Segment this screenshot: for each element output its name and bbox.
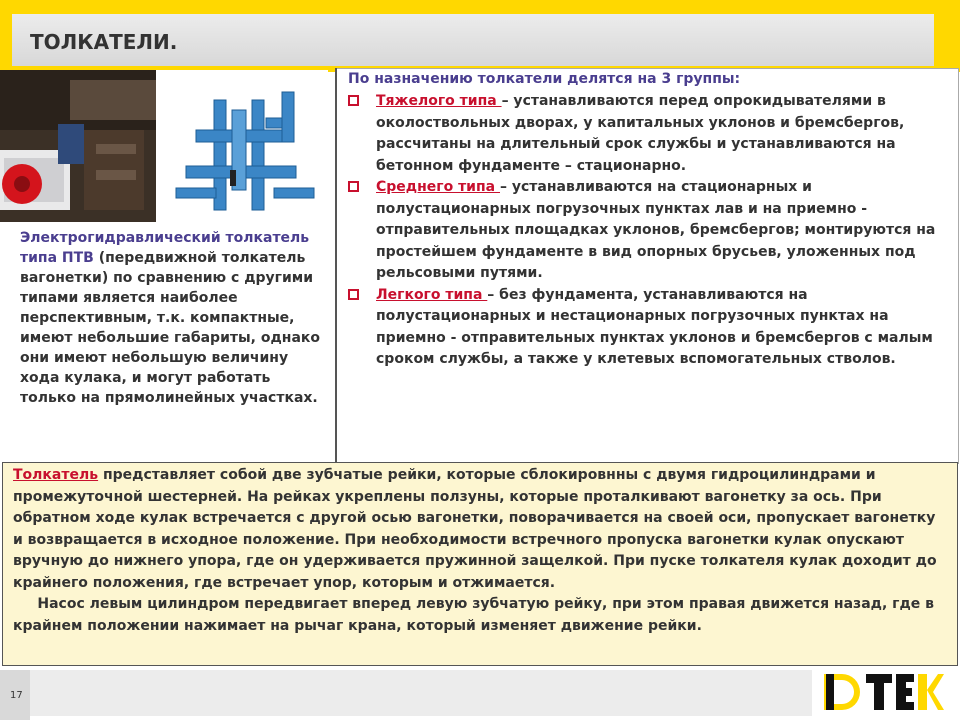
term-medium: Среднего типа	[376, 179, 500, 195]
list-item-medium	[348, 177, 948, 285]
dtek-logo	[820, 670, 944, 714]
term-pusher: Толкатель	[13, 467, 99, 483]
paragraph-1: представляет собой две зубчатые рейки, которые сблокировнны с двумя гидроцилиндрами и промежуточной шестерней. На рейках укреплены ползуны, которые проталкивают вагонетку за ось. При обратном ходе кулак встречается с другой осью вагонетки, поворачивается на своей оси, пропускает вагонетку и возвращается в исходное положение. При необходимости встречного пропуска вагонетки кулак опускают вручную до нижнего упора, где он удерживается пружинной защелкой. При пуске толкателя кулак доходит до крайнего положения, где встречает упор, которым и отжимается.	[13, 467, 937, 591]
text-heavy: – устанавливаются перед опрокидывателями в околоствольных дворах, у капитальных уклонов и бремсбергов, рассчитаны на длительный срок службы и устанавливаются на бетонном фундаменте – стационарно.	[376, 93, 905, 174]
paragraph-2: Насос левым цилиндром передвигает вперед левую зубчатую рейку, при этом правая движется назад, где в крайнем положении нажимает на рычаг крана, который изменяет движение рейки.	[13, 596, 934, 634]
checkbox-bullet-icon	[348, 95, 359, 106]
text-light: – без фундамента, устанавливаются на полустационарных и нестационарных погрузочных пунктах на приемно - отправительных пунктах уклонов и бремсбергов с малым сроком службы, а также у клетевых вспомогательных стволов.	[376, 286, 933, 367]
ptv-lead: Электрогидравлический толкатель типа ПТВ	[20, 230, 310, 266]
checkbox-bullet-icon	[348, 181, 359, 192]
pusher-photo	[0, 70, 156, 222]
pusher-description	[13, 465, 949, 637]
text-medium: – устанавливаются на стационарных и полустационарных погрузочных пунктах лав и на приемно - отправительных площадках уклонов, бремсбергов; монтируются на простейшем фундаменте в вид опорных брусьев, уложенных под рельсовыми путями.	[376, 179, 936, 281]
pusher-description-box	[2, 462, 958, 666]
page-number: 17	[10, 690, 23, 701]
panel-divider	[335, 68, 337, 462]
term-light: Легкого типа	[376, 286, 488, 303]
slide-title: ТОЛКАТЕЛИ.	[30, 30, 178, 54]
checkbox-bullet-icon	[348, 289, 359, 300]
pusher-diagram	[156, 70, 328, 222]
ptv-description	[20, 228, 325, 408]
term-heavy: Тяжелого типа	[376, 93, 502, 109]
groups-heading: По назначению толкатели делятся на 3 группы:	[348, 71, 741, 87]
title-banner	[12, 14, 934, 66]
groups-panel	[336, 68, 959, 464]
footer-bar	[0, 670, 812, 716]
list-item-light	[348, 285, 948, 371]
list-item-heavy	[348, 91, 948, 177]
groups-list	[348, 91, 948, 371]
ptv-text: (передвижной толкатель вагонетки) по сравнению с другими типами является наиболее перспективным, т.к. компактные, имеют небольшие габариты, однако они имеют небольшую величину хода кулака, и могут работать только на прямолинейных участках.	[20, 250, 321, 406]
